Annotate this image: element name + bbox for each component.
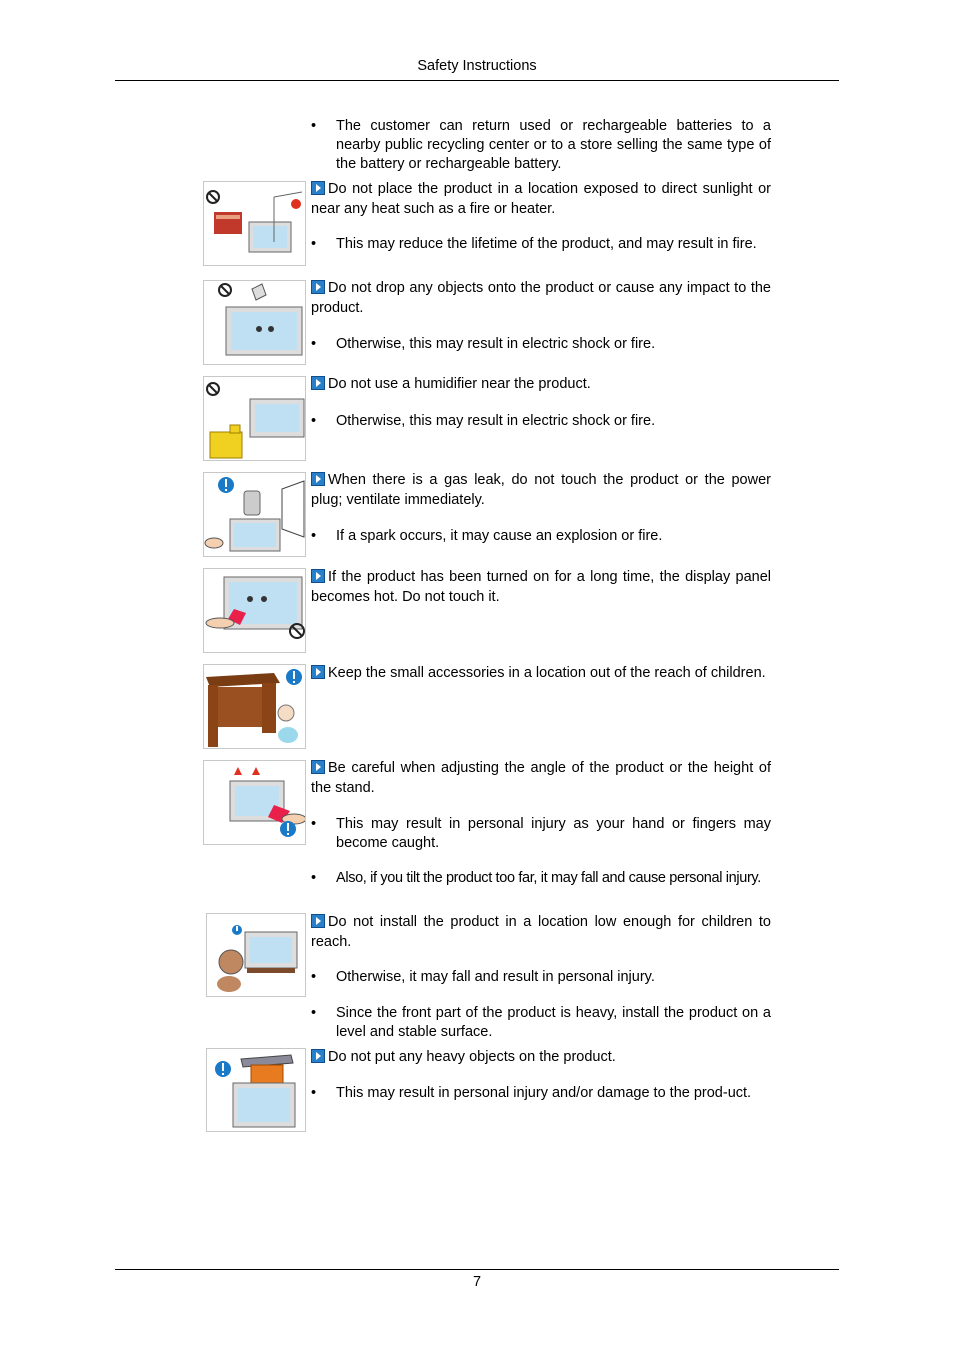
blue-arrow-icon: [311, 181, 325, 195]
blue-arrow-icon: [311, 665, 325, 679]
instruction-text: Do not put any heavy objects on the product.: [328, 1049, 616, 1065]
bullet-8-1: • Otherwise, it may fall and result in personal injury.: [311, 968, 771, 987]
instruction-text: Do not place the product in a location exposed to direct sunlight or near any heat such as a fire or heater.: [311, 181, 771, 217]
bullet-text: This may reduce the lifetime of the product, and may result in fire.: [336, 236, 757, 252]
bullet-text: If a spark occurs, it may cause an explosion or fire.: [336, 528, 663, 544]
illustration-low-location: [206, 913, 306, 997]
page-header-title: Safety Instructions: [417, 58, 537, 74]
illustration-adjust-angle: [203, 760, 306, 845]
page-number: 7: [472, 1274, 482, 1290]
bullet-text: The customer can return used or rechargeable batteries to a nearby public recycling center or to a store selling the same type of the battery or rechargeable battery.: [336, 118, 771, 172]
instruction-8: [311, 913, 771, 952]
instruction-3: [311, 375, 771, 395]
instruction-text: If the product has been turned on for a long time, the display panel becomes hot. Do not touch it.: [311, 569, 771, 605]
blue-arrow-icon: [311, 760, 325, 774]
bullet-text: Otherwise, this may result in electric shock or fire.: [336, 336, 656, 352]
instruction-7: [311, 759, 771, 798]
instruction-text: Be careful when adjusting the angle of the product or the height of the stand.: [311, 760, 771, 796]
instruction-text: Do not use a humidifier near the product.: [328, 376, 591, 392]
footer-rule: [115, 1269, 839, 1270]
blue-arrow-icon: [311, 914, 325, 928]
bullet-9-1: • This may result in personal injury and/or damage to the prod-uct.: [311, 1084, 771, 1103]
bullet-7-2: • Also, if you tilt the product too far, it may fall and cause personal injury.: [311, 869, 771, 888]
instruction-9: [311, 1048, 771, 1068]
bullet-3-1: • Otherwise, this may result in electric shock or fire.: [311, 412, 771, 431]
blue-arrow-icon: [311, 472, 325, 486]
instruction-text: Do not install the product in a location low enough for children to reach.: [311, 914, 771, 950]
instruction-5: [311, 568, 771, 607]
bullet-text: Otherwise, this may result in electric shock or fire.: [336, 413, 656, 429]
bullet-text: This may result in personal injury and/or damage to the prod-uct.: [336, 1085, 752, 1101]
instruction-text: When there is a gas leak, do not touch the product or the power plug; ventilate immediately.: [311, 472, 771, 508]
instruction-2: [311, 279, 771, 318]
instruction-text: Do not drop any objects onto the product or cause any impact to the product.: [311, 280, 771, 316]
blue-arrow-icon: [311, 376, 325, 390]
illustration-hot-panel: [203, 568, 306, 653]
bullet-text: Otherwise, it may fall and result in personal injury.: [336, 969, 655, 985]
bullet-text: Also, if you tilt the product too far, it may fall and cause personal injury.: [336, 870, 761, 886]
bullet-text: Since the front part of the product is heavy, install the product on a level and stable surface.: [336, 1005, 771, 1040]
illustration-humidifier: [203, 376, 306, 461]
illustration-heavy-objects: [206, 1048, 306, 1132]
illustration-accessories: [203, 664, 306, 749]
blue-arrow-icon: [311, 280, 325, 294]
instruction-6: [311, 664, 771, 684]
blue-arrow-icon: [311, 569, 325, 583]
instruction-text: Keep the small accessories in a location out of the reach of children.: [328, 665, 766, 681]
instruction-1: [311, 180, 771, 219]
illustration-gas-leak: [203, 472, 306, 557]
bullet-text: This may result in personal injury as your hand or fingers may become caught.: [336, 816, 771, 851]
bullet-1-1: • This may reduce the lifetime of the product, and may result in fire.: [311, 235, 771, 254]
instruction-4: [311, 471, 771, 510]
illustration-impact: [203, 280, 306, 365]
bullet-4-1: • If a spark occurs, it may cause an explosion or fire.: [311, 527, 771, 546]
illustration-heat: [203, 181, 306, 266]
bullet-7-1: • This may result in personal injury as your hand or fingers may become caught.: [311, 816, 771, 851]
bullet-2-1: • Otherwise, this may result in electric shock or fire.: [311, 335, 771, 354]
intro-bullet: • The customer can return used or rechargeable batteries to a nearby public recycling center or to a store selling the same type of the battery or rechargeable battery.: [311, 118, 771, 172]
header-rule: [115, 80, 839, 81]
blue-arrow-icon: [311, 1049, 325, 1063]
bullet-8-2: • Since the front part of the product is heavy, install the product on a level and stable surface.: [311, 1005, 771, 1040]
